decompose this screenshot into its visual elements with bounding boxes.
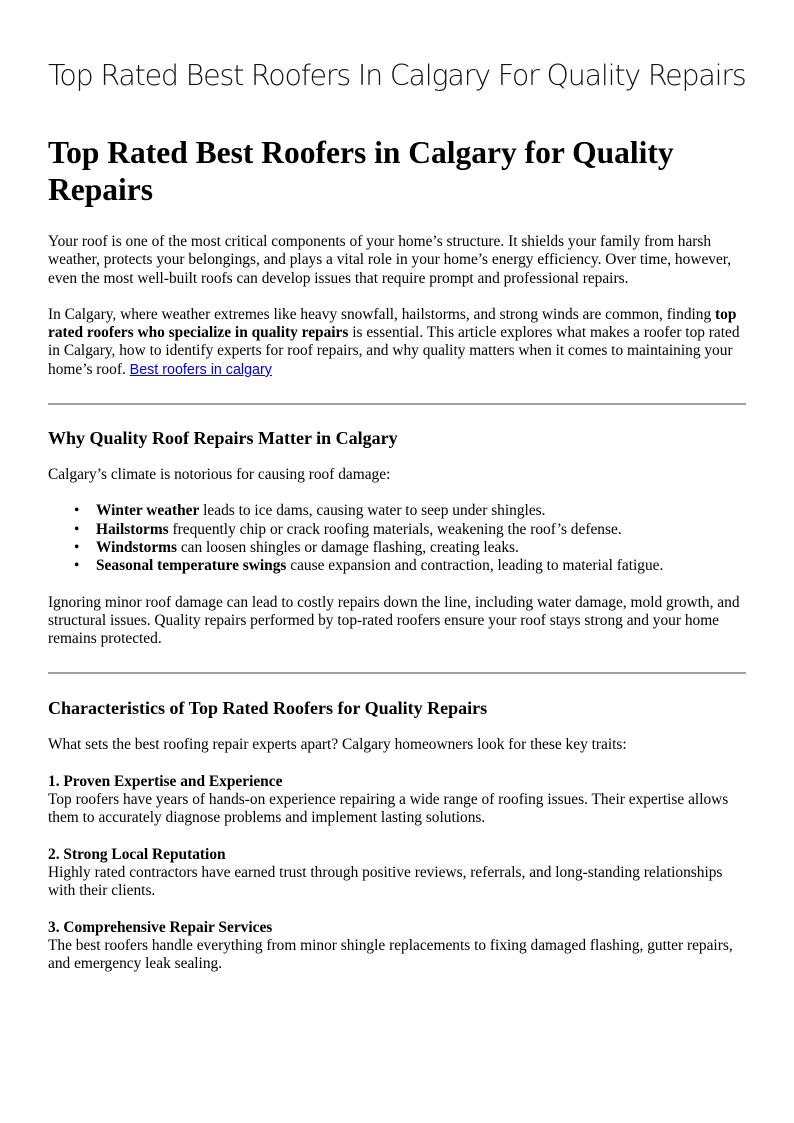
trait-text: Highly rated contractors have earned trust through positive reviews, referrals, and long-standing relationships with their clients.: [48, 863, 723, 900]
document-page: [48, 0, 748, 973]
trait-text: Top roofers have years of hands-on experience repairing a wide range of roofing issues. Their expertise allows them to accurately diagnose problems and implement lasting solutions.: [48, 791, 729, 827]
trait-block: [48, 846, 748, 901]
section-intro: What sets the best roofing repair experts apart? Calgary homeowners look for these key traits:: [48, 736, 627, 754]
intro-paragraph: Your roof is one of the most critical components of your home’s structure. It shields your family from harsh weather, protects your belongings, and plays a vital role in your home’s energy efficiency. Over time, however, even the most well-built roofs can develop issues that require prompt and professional repairs.: [48, 233, 732, 287]
list-item-term: Seasonal temperature swings: [96, 557, 287, 575]
list-item: [74, 538, 748, 557]
list-item-term: Winter weather: [96, 502, 200, 520]
list-item-text: cause expansion and contraction, leading to material fatigue.: [286, 557, 664, 575]
second-paragraph: [48, 306, 748, 379]
bullet-icon: •: [74, 520, 80, 538]
trait-block: [48, 919, 748, 974]
section-divider: [48, 403, 746, 405]
document-title: Top Rated Best Roofers In Calgary For Quality Repairs: [48, 59, 746, 92]
section-intro: Calgary’s climate is notorious for causing roof damage:: [48, 466, 391, 484]
trait-block: [48, 773, 748, 828]
damage-causes-list: [48, 502, 748, 575]
article-heading: Top Rated Best Roofers in Calgary for Quality Repairs: [48, 135, 674, 207]
bullet-icon: •: [74, 538, 80, 556]
section-heading-characteristics: Characteristics of Top Rated Roofers for Quality Repairs: [48, 698, 488, 719]
best-roofers-link[interactable]: Best roofers in calgary: [129, 361, 272, 378]
bullet-icon: •: [74, 502, 80, 520]
list-item-term: Windstorms: [96, 538, 177, 556]
section-divider: [48, 672, 746, 674]
trait-text: The best roofers handle everything from minor shingle replacements to fixing damaged flashing, gutter repairs, and emergency leak sealing.: [48, 936, 733, 973]
list-item-term: Hailstorms: [96, 520, 169, 538]
list-item-text: frequently chip or crack roofing materials, weakening the roof’s defense.: [168, 520, 622, 538]
list-item: [74, 502, 748, 520]
second-paragraph-bold: top rated roofers who specialize in quality repairs: [48, 305, 737, 342]
trait-title: 1. Proven Expertise and Experience: [48, 772, 283, 790]
second-paragraph-text-end: is essential. This article explores what makes a roofer top rated in Calgary, how to identify experts for roof repairs, and why quality matters when it comes to maintaining your home’s roof.: [48, 324, 740, 378]
list-item-text: can loosen shingles or damage flashing, creating leaks.: [176, 538, 519, 556]
bullet-icon: •: [74, 557, 80, 575]
trait-title: 3. Comprehensive Repair Services: [48, 918, 273, 936]
section-heading-why-quality: Why Quality Roof Repairs Matter in Calgary: [48, 428, 398, 449]
list-item: [74, 557, 748, 575]
trait-title: 2. Strong Local Reputation: [48, 845, 226, 863]
second-paragraph-text-start: In Calgary, where weather extremes like heavy snowfall, hailstorms, and strong winds are common, finding: [48, 305, 716, 323]
list-item-text: leads to ice dams, causing water to seep under shingles.: [199, 502, 546, 520]
list-item: [74, 520, 748, 539]
section-closing-paragraph: Ignoring minor roof damage can lead to costly repairs down the line, including water damage, mold growth, and structural issues. Quality repairs performed by top-rated roofers ensure your roof stays strong and your home remains protected.: [48, 593, 740, 648]
